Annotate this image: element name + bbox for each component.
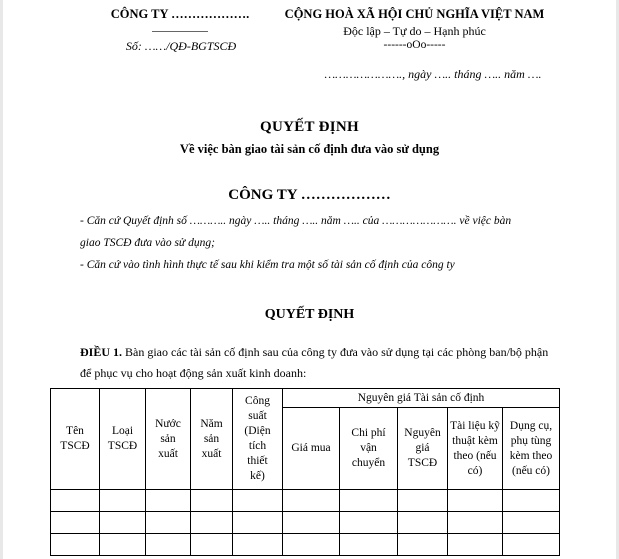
header-tools: Dụng cụ, phụ tùng kèm theo (nếu có) [503, 408, 560, 490]
motto-divider: ------oOo----- [383, 39, 446, 51]
document-number: Số: ……/QĐ-BGTSCĐ [125, 39, 237, 53]
national-title: CỘNG HOÀ XÃ HỘI CHỦ NGHĨA VIỆT NAM [284, 7, 545, 21]
national-motto: Độc lập – Tự do – Hạnh phúc [343, 24, 486, 38]
header-original-cost: Nguyên giá TSCĐ [398, 408, 448, 490]
asset-table [50, 388, 560, 556]
header-transport-cost: Chi phí vận chuyển [340, 408, 398, 490]
article-1-text: Bàn giao các tài sản cố định sau của công ty đưa vào sử dụng tại các phòng ban/bộ phận [122, 345, 549, 359]
header-country: Nước sản xuất [146, 389, 191, 490]
header-purchase-price: Giá mua [283, 408, 340, 490]
table-header-row [51, 389, 560, 408]
basis-line-2: - Căn cứ vào tình hình thực tế sau khi kiểm tra một số tài sản cố định của công ty [80, 259, 455, 271]
header-asset-type: Loại TSCĐ [100, 389, 146, 490]
header-asset-name: Tên TSCĐ [51, 389, 100, 490]
issuer-name: CÔNG TY ……………… [228, 187, 391, 203]
document-subtitle: Về việc bàn giao tài sản cố định đưa vào sử dụng [179, 142, 440, 156]
table-row [51, 512, 560, 534]
table-row [51, 534, 560, 556]
company-underline [152, 31, 208, 32]
article-1-label: ĐIỀU 1. [80, 345, 123, 359]
document-title: QUYẾT ĐỊNH [260, 119, 359, 135]
basis-line-1: - Căn cứ Quyết định số ……….. ngày ….. tháng ….. năm ….. của …………………. về việc bàn [80, 215, 512, 227]
header-year: Năm sản xuất [191, 389, 233, 490]
page-edge-left [0, 0, 3, 559]
article-1-continued: để phục vụ cho hoạt động sản xuất kinh doanh: [80, 366, 307, 380]
date-line: …………………., ngày ….. tháng ….. năm …. [324, 67, 542, 81]
header-original-value-group: Nguyên giá Tài sản cố định [283, 389, 560, 408]
company-name: CÔNG TY ………………. [110, 7, 250, 21]
table-row [51, 490, 560, 512]
basis-line-1-continued: giao TSCĐ đưa vào sử dụng; [80, 237, 215, 249]
header-technical-docs: Tài liệu kỹ thuật kèm theo (nếu có) [448, 408, 503, 490]
article-1 [80, 345, 548, 360]
header-capacity: Công suất (Diện tích thiết kế) [233, 389, 283, 490]
decision-heading: QUYẾT ĐỊNH [264, 307, 355, 322]
